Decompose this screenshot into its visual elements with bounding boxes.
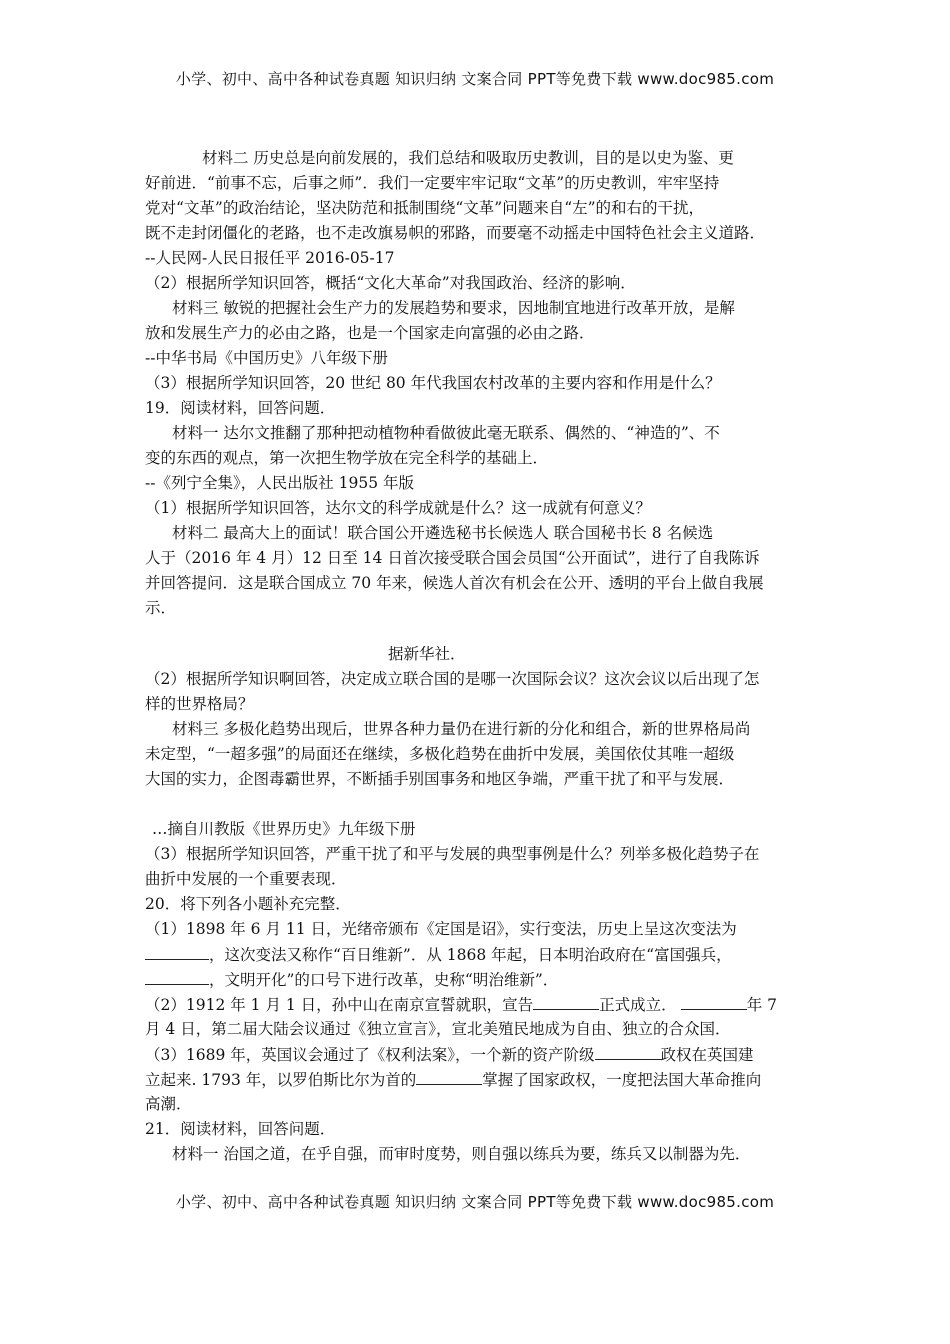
material-three-line-2: 未定型，“一超多强”的局面还在继续，多极化趋势在曲折中发展，美国依仗其唯一超级: [145, 745, 735, 763]
question-19-3-line-1: （3）根据所学知识回答，严重干扰了和平与发展的典型事例是什么？列举多极化趋势子在: [145, 845, 760, 863]
question-20-title: 20．将下列各小题补充完整．: [145, 895, 351, 913]
question-20-1-line-2: ，这次变法又称作“百日维新”．从 1868 年起，日本明治政府在“富国强兵，: [145, 943, 732, 966]
question-19-title: 19．阅读材料，回答问题．: [145, 399, 336, 417]
fill-blank[interactable]: [595, 1043, 661, 1060]
source-citation: 据新华社．: [388, 645, 466, 663]
question-20-1-line-3: ，文明开化”的口号下进行改革，史称“明治维新”．: [145, 968, 558, 991]
question-20-2-line-1: （2）1912 年 1 月 1 日，孙中山在南京宣誓就职，宣告 正式成立． 年 7: [145, 993, 777, 1016]
question-21-title: 21．阅读材料，回答问题．: [145, 1120, 336, 1138]
fill-blank[interactable]: [145, 968, 209, 985]
material-three-line-1: 材料三 敏锐的把握社会生产力的发展趋势和要求，因地制宜地进行改革开放，是解: [172, 299, 735, 317]
question-20-3-line-2: 立起来. 1793 年，以罗伯斯比尔为首的 掌握了国家政权，一度把法国大革命推向: [145, 1068, 761, 1091]
material-three-line-2: 放和发展生产力的必由之路，也是一个国家走向富强的必由之路．: [145, 324, 595, 342]
question-18-3: （3）根据所学知识回答，20 世纪 80 年代我国农村改革的主要内容和作用是什么？: [145, 374, 721, 392]
source-citation: --中华书局《中国历史》八年级下册: [145, 349, 388, 367]
material-one-line-1: 材料一 治国之道，在乎自强，而审时度势，则自强以练兵为要，练兵又以制器为先．: [172, 1145, 751, 1163]
page-header: 小学、初中、高中各种试卷真题 知识归纳 文案合同 PPT等免费下载 www.doc985.com: [175, 70, 775, 88]
question-20-3-line-3: 高潮．: [145, 1095, 192, 1113]
material-two-line-1: 材料二 最高大上的面试！联合国公开遴选秘书长候选人 联合国秘书长 8 名候选: [172, 524, 714, 542]
material-two-line-1: 材料二 历史总是向前发展的，我们总结和吸取历史教训，目的是以史为鉴、更: [202, 149, 734, 167]
question-20-1-line-1: （1）1898 年 6 月 11 日，光绪帝颁布《定国是诏》，实行变法，历史上呈这次变法为: [145, 920, 737, 938]
fill-blank[interactable]: [533, 993, 599, 1010]
material-two-line-3: 党对“文革”的政治结论，坚决防范和抵制围绕“文革”问题来自“左”的和右的干扰，: [145, 199, 705, 217]
question-19-1: （1）根据所学知识回答，达尔文的科学成就是什么？这一成就有何意义？: [145, 499, 651, 517]
material-one-line-2: 变的东西的观点，第一次把生物学放在完全科学的基础上．: [145, 449, 549, 467]
question-19-2-line-1: （2）根据所学知识啊回答，决定成立联合国的是哪一次国际会议？这次会议以后出现了怎: [145, 670, 760, 688]
question-19-2-line-2: 样的世界格局？: [145, 695, 254, 713]
fill-blank[interactable]: [145, 943, 209, 960]
question-20-2-line-2: 月 4 日，第二届大陆会议通过《独立宣言》，宣北美殖民地成为自由、独立的合众国．: [145, 1020, 731, 1038]
material-three-line-3: 大国的实力，企图毒霸世界，不断插手别国事务和地区争端，严重干扰了和平与发展．: [145, 770, 735, 788]
material-two-line-4: 既不走封闭僵化的老路，也不走改旗易帜的邪路，而要毫不动摇走中国特色社会主义道路．: [145, 224, 766, 242]
question-18-2: （2）根据所学知识回答，概括“文化大革命”对我国政治、经济的影响．: [145, 274, 636, 292]
fill-blank[interactable]: [416, 1068, 482, 1085]
source-citation: --人民网-人民日报任平 2016-05-17: [145, 249, 395, 267]
material-one-line-1: 材料一 达尔文推翻了那种把动植物种看做彼此毫无联系、偶然的、“神造的”、不: [172, 424, 720, 442]
material-two-line-3: 并回答提问．这是联合国成立 70 年来，候选人首次有机会在公开、透明的平台上做自我展: [145, 574, 764, 592]
source-citation: --《列宁全集》，人民出版社 1955 年版: [145, 474, 415, 492]
question-20-3-line-1: （3）1689 年，英国议会通过了《权利法案》，一个新的资产阶级 政权在英国建: [145, 1043, 754, 1066]
question-19-3-line-2: 曲折中发展的一个重要表现．: [145, 870, 347, 888]
material-two-line-2: 好前进．“前事不忘，后事之师”．我们一定要牢牢记取“文革”的历史教训，牢牢坚持: [145, 174, 720, 192]
source-citation: …摘自川教版《世界历史》九年级下册: [152, 820, 416, 838]
page-footer: 小学、初中、高中各种试卷真题 知识归纳 文案合同 PPT等免费下载 www.doc985.com: [175, 1193, 775, 1211]
material-three-line-1: 材料三 多极化趋势出现后，世界各种力量仍在进行新的分化和组合，新的世界格局尚: [172, 720, 751, 738]
fill-blank[interactable]: [681, 993, 747, 1010]
material-two-line-4: 示．: [145, 599, 177, 617]
material-two-line-2: 人于（2016 年 4 月）12 日至 14 日首次接受联合国会员国“公开面试”，进行了自我陈诉: [145, 549, 760, 567]
